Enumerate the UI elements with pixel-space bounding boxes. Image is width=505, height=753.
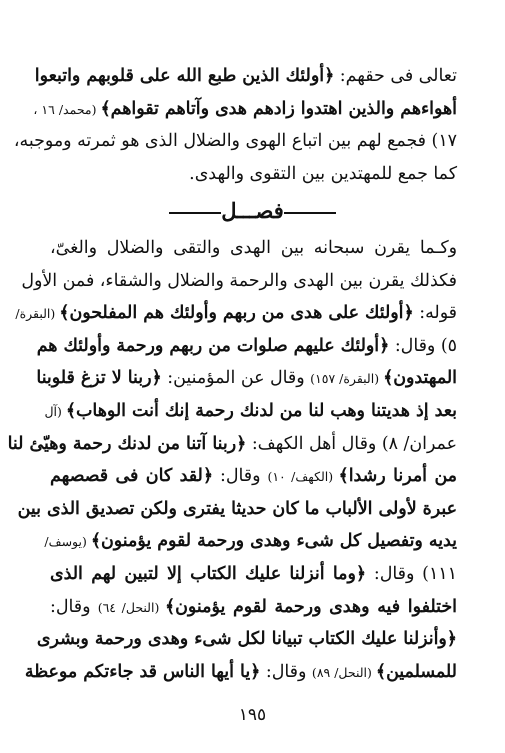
verse-reference: (البقرة/ (15, 306, 60, 322)
verse-reference: (يوسف/ (44, 534, 91, 550)
verse-reference: (آل (44, 403, 66, 419)
quran-quote: ﴿أولئك عليهم صلوات من ربهم ورحمة وأولئك هم (36, 335, 390, 356)
verse-reference: (البقرة/ ١٥٧) (310, 371, 384, 387)
quran-quote: اختلفوا فيه وهدى ورحمة لقوم يؤمنون﴾ (164, 596, 457, 617)
quran-quote: أهواءهم والذين اهتدوا زادهم هدى وآتاهم تقواهم﴾ (100, 98, 457, 119)
text-run: ١١١) وقال: (366, 563, 457, 584)
text-run: وقال: (260, 661, 312, 682)
page-number: ١٩٥ (238, 705, 267, 725)
quran-quote: ﴿ربنا لا تزغ قلوبنا (36, 368, 162, 389)
text-line (24, 656, 457, 689)
verse-reference: (محمد/ ١٦ ، (33, 101, 101, 117)
heading-text: فصـــل (221, 198, 284, 223)
text-line (36, 623, 457, 656)
text-run: وقال: (213, 466, 268, 487)
text-line (50, 460, 457, 493)
paragraph-intro (13, 60, 457, 190)
quran-quote: المهتدون﴾ (383, 368, 457, 389)
text-run: تعالى فى حقهم: (334, 66, 457, 86)
quran-quote: ﴿أولئك على هدى من ربهم وأولئك هم المفلحون﴾ (59, 303, 414, 324)
text-line: ١٧) فجمع لهم بين اتباع الهوى والضلال الذى هو ثمرته وموجبه، (13, 131, 457, 152)
text-line (50, 558, 457, 591)
quran-quote: ﴿ربنا آتنا من لدنك رحمة وهيّئ لنا (7, 433, 247, 454)
text-line (44, 525, 457, 558)
text-line (36, 362, 457, 395)
text-run: قوله: (413, 303, 457, 324)
quran-quote: ﴿يا أيها الناس قد جاءتكم موعظة (24, 661, 261, 682)
quran-quote: ﴿أولئك الذين طبع الله على قلوبهم واتبعوا (34, 66, 335, 86)
text-line (15, 297, 457, 330)
text-run: عمران/ ٨) وقال أهل الكهف: (246, 433, 457, 454)
paragraph-main (7, 232, 458, 688)
text-line (34, 60, 457, 93)
quran-quote: بعد إذ هديتنا وهب لنا من لدنك رحمة إنك أنت الوهاب﴾ (65, 400, 457, 421)
quran-quote: ﴿لقد كان فى قصصهم (50, 466, 214, 487)
verse-reference: (الكهف/ ١٠) (267, 469, 339, 485)
text-run: وقال: (50, 596, 98, 617)
text-line (50, 591, 457, 624)
quran-quote: ﴿وما أنزلنا عليك الكتاب إلا لتبين لهم الذى (50, 563, 367, 584)
text-line: وكـما يقرن سبحانه بين الهدى والتقى والضلال والغىّ، (50, 238, 457, 258)
text-line (36, 330, 457, 363)
heading-underline (169, 212, 221, 214)
text-line (44, 395, 457, 428)
quran-quote: عبرة لأولى الألباب ما كان حديثا يفترى ولكن تصديق الذى بين (17, 498, 457, 519)
text-run: وقال عن المؤمنين: (161, 368, 311, 389)
text-line (7, 428, 457, 461)
verse-reference: (النحل/ ٨٩) (311, 664, 376, 680)
text-line: فكذلك يقرن بين الهدى والرحمة والضلال والشقاء، فمن الأول (21, 270, 457, 291)
quran-quote: من أمرنا رشدا﴾ (338, 466, 458, 487)
text-line (33, 93, 457, 126)
verse-reference: (النحل/ ٦٤) (97, 599, 165, 615)
quran-quote: للمسلمين﴾ (375, 661, 457, 682)
text-line: كما جمع للمهتدين بين التقوى والهدى. (189, 163, 457, 184)
heading-underline (284, 212, 336, 214)
text-line (17, 493, 457, 526)
text-run: ٥) وقال: (389, 335, 457, 356)
quran-quote: ﴿وأنزلنا عليك الكتاب تبيانا لكل شىء وهدى ورحمة وبشرى (36, 629, 457, 650)
section-heading (0, 198, 505, 223)
quran-quote: يديه وتفصيل كل شىء وهدى ورحمة لقوم يؤمنون﴾ (90, 531, 457, 552)
